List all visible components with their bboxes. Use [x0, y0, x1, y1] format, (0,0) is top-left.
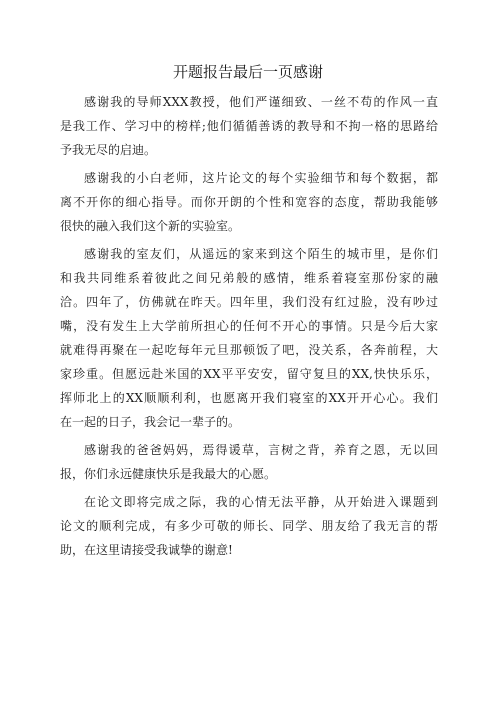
- paragraph-5-line-2: 论文的顺利完成，有多少可敬的师长、同学、朋友给了我无言的帮: [60, 519, 438, 533]
- paragraph-4-line-1: 感谢我的爸爸妈妈，焉得谖草，言树之背，养育之恩，无以回: [84, 443, 438, 457]
- paragraph-3-line-6: 家珍重。但愿远赴米国的XX平平安安，留守复旦的XX,快快乐乐，: [60, 367, 438, 381]
- paragraph-1-line-2: 是我工作、学习中的榜样;他们循循善诱的教导和不拘一格的思路给: [60, 119, 438, 133]
- paragraph-4-line-2: 报，你们永远健康快乐是我最大的心愿。: [60, 467, 277, 481]
- document-title: 开题报告最后一页感谢: [172, 63, 323, 81]
- paragraph-3-line-5: 就难得再聚在一起吃每年元旦那顿饭了吧，没关系，各奔前程，大: [60, 343, 438, 357]
- paragraph-3-line-8: 在一起的日子，我会记一辈子的。: [60, 415, 241, 429]
- paragraph-2-line-2: 离不开你的细心指导。而你开朗的个性和宽容的态度，帮助我能够: [60, 195, 438, 209]
- paragraph-3-line-7: 挥师北上的XX顺顺利利，也愿离开我们寝室的XX开开心心。我们: [60, 391, 438, 405]
- paragraph-1-line-1: 感谢我的导师XXX教授，他们严谨细致、一丝不苟的作风一直: [84, 95, 438, 109]
- paragraph-1-line-3: 予我无尽的启迪。: [60, 143, 157, 157]
- paragraph-3-line-1: 感谢我的室友们，从遥远的家来到这个陌生的城市里，是你们: [84, 247, 438, 261]
- paragraph-3-line-2: 和我共同维系着彼此之间兄弟般的感情，维系着寝室那份家的融: [60, 271, 438, 285]
- paragraph-3-line-3: 洽。四年了，仿佛就在昨天。四年里，我们没有红过脸，没有吵过: [60, 295, 438, 309]
- paragraph-2-line-3: 很快的融入我们这个新的实验室。: [60, 219, 241, 233]
- paragraph-3-line-4: 嘴，没有发生上大学前所担心的任何不开心的事情。只是今后大家: [60, 319, 438, 333]
- paragraph-5-line-1: 在论文即将完成之际，我的心情无法平静，从开始进入课题到: [84, 495, 438, 509]
- paragraph-2-line-1: 感谢我的小白老师，这片论文的每个实验细节和每个数据，都: [84, 171, 438, 185]
- paragraph-5-line-3: 助，在这里请接受我诚挚的谢意!: [60, 543, 233, 557]
